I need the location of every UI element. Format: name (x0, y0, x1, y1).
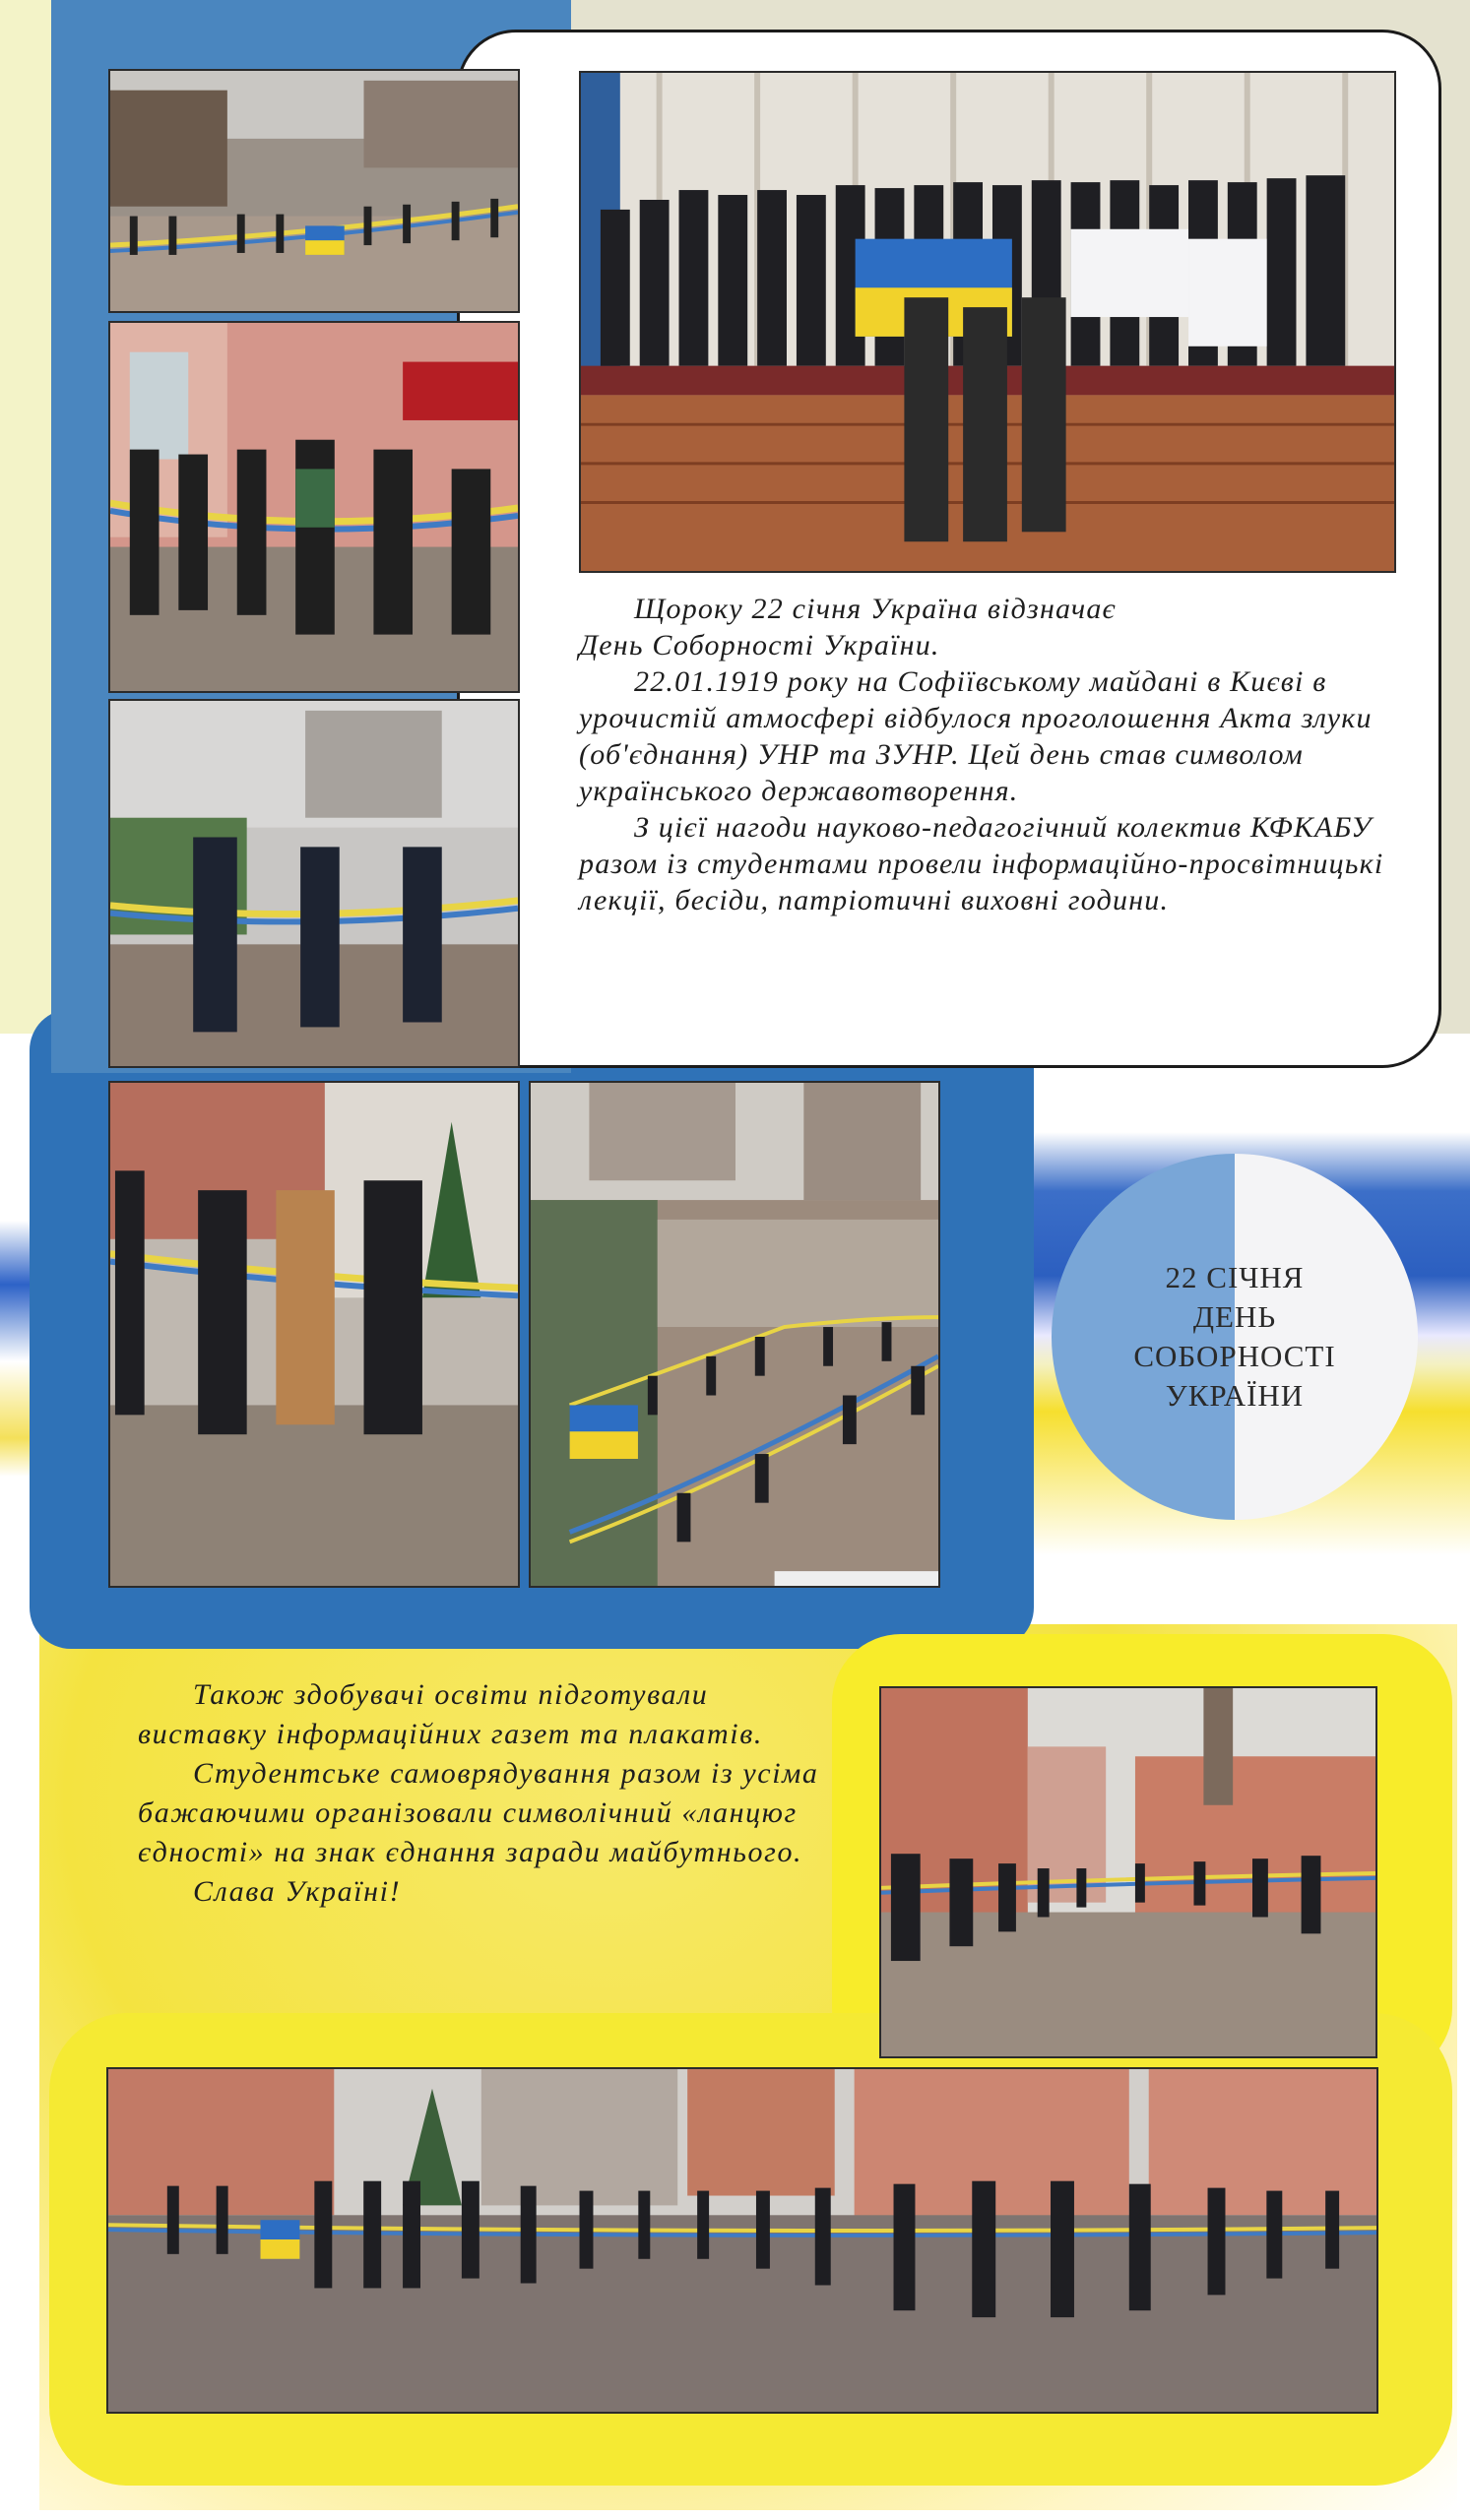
main-text-paragraph-1: Щороку 22 січня Україна відзначає (634, 593, 1117, 625)
day-badge-circle (1052, 1154, 1418, 1520)
lower-text-paragraph-2: Студентське самоврядування разом із усіма бажаючими організовали символічний «ланцюг єдності» на знак єднання заради майбутнього. (138, 1757, 819, 1868)
badge-line-day: ДЕНЬ (1192, 1299, 1277, 1334)
photo-street-chain (879, 1686, 1377, 2058)
photo-panorama-chain (106, 2067, 1378, 2414)
main-text-block (579, 591, 1386, 918)
photo-group-stage (579, 71, 1396, 573)
badge-line-ukraine: УКРАЇНИ (1165, 1378, 1305, 1413)
main-text-paragraph-3: 22.01.1919 року на Софіївському майдані в Києві в урочистій атмосфері відбулося проголошення Акта злуки (об'єднання) УНР та ЗУНР. Цей день став символом українського державотворення. (579, 665, 1373, 807)
badge-line-unity: СОБОРНОСТІ (1133, 1339, 1336, 1373)
main-text-paragraph-4: З цієї нагоди науково-педагогічний колектив КФКАБУ разом із студентами провели інформаційно-просвітницькі лекції, бесіди, патріотичні виховні години. (579, 811, 1384, 916)
photo-building-chain (108, 321, 520, 693)
background-pale-yellow-strip (0, 0, 51, 1034)
photo-students-ribbon (108, 699, 520, 1068)
photo-students-pink-building (108, 1081, 520, 1588)
photo-courtyard-aerial-chain (529, 1081, 940, 1588)
main-text-paragraph-2: День Соборності України. (579, 629, 940, 662)
photo-courtyard-chain-top (108, 69, 520, 313)
lower-text-paragraph-1: Також здобувачі освіти підготували виставку інформаційних газет та плакатів. (138, 1678, 763, 1750)
lower-text-block (138, 1675, 827, 1912)
badge-date: 22 СІЧНЯ (1165, 1260, 1305, 1294)
lower-text-paragraph-3: Слава Україні! (193, 1875, 402, 1908)
